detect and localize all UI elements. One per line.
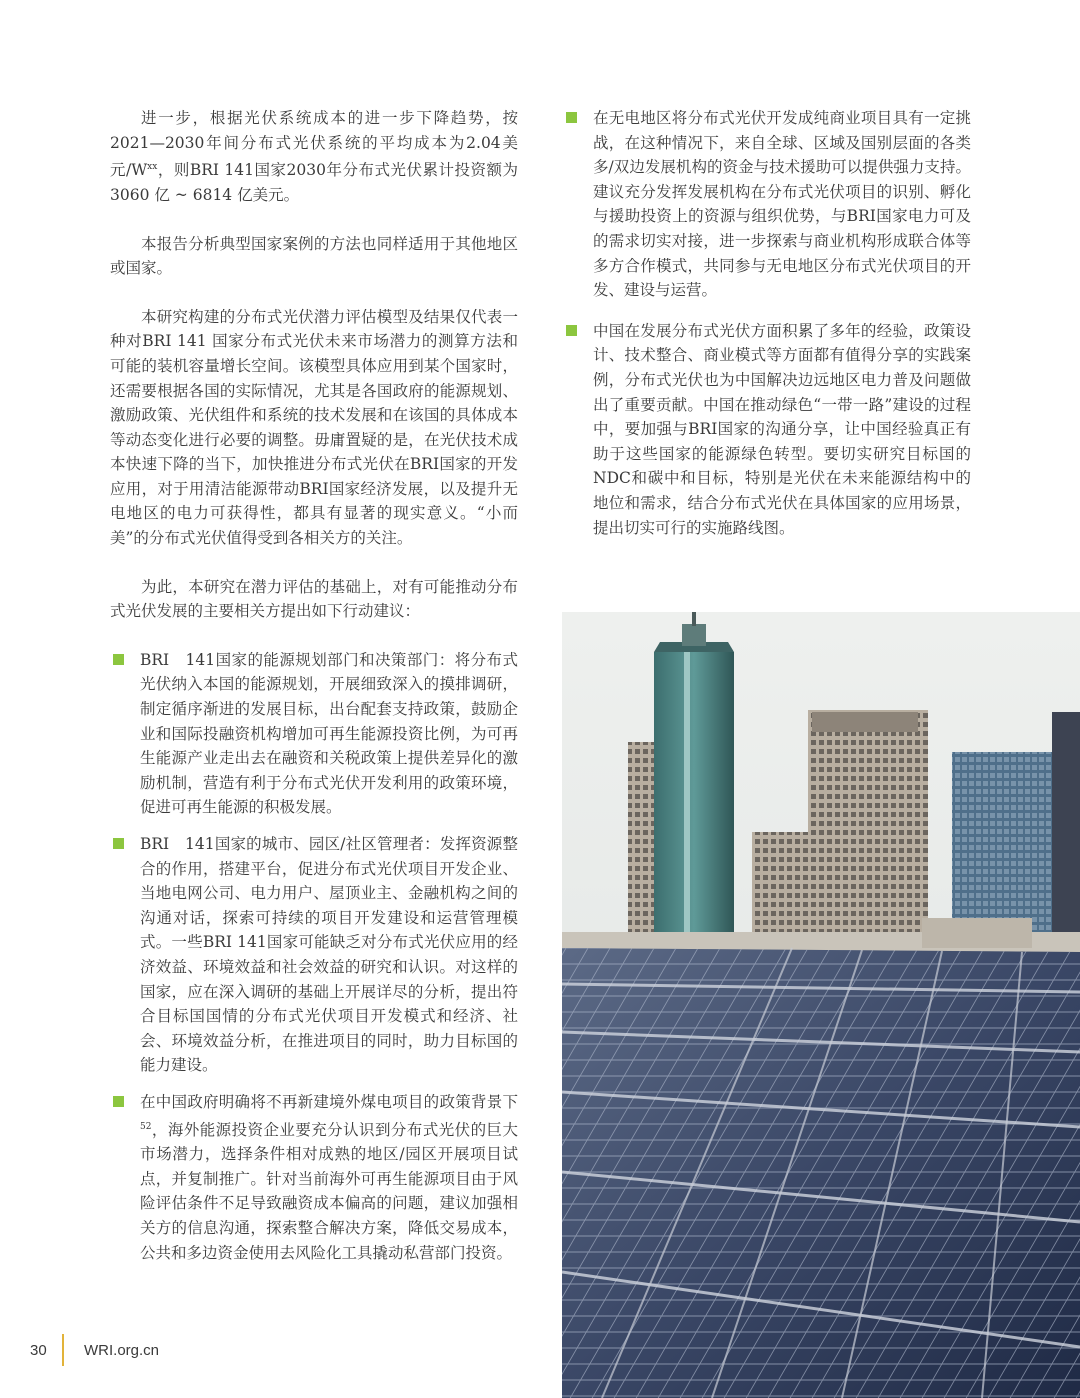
list-item: 在中国政府明确将不再新建境外煤电项目的政策背景下$^{52}$，海外能源投资企业要充分认识到分布式光伏的巨大市场潜力，选择条件相对成熟的地区/园区开展项目试点，并复制推广。针对当前海外可再生能源项目由于风险评估条件不足导致融资成本偏高的问题，建议加强相关方的信息沟通，探索整合解决方案，降低交易成本，公共和多边资金使用去风险化工具撬动私营部门投资。 <box>110 1090 518 1265</box>
website-link[interactable]: WRI.org.cn <box>84 1342 160 1359</box>
list-item: BRI 141国家的能源规划部门和决策部门：将分布式光伏纳入本国的能源规划，开展细致深入的摸排调研，制定循序渐进的发展目标，出台配套支持政策，鼓励企业和国际投融资机构增加可再生能源投资比例，为可再生能源产业走出去在融资和关税政策上提供差异化的激励机制，营造有利于分布式光伏开发利用的政策环境，促进可再生能源的积极发展。 <box>110 648 518 820</box>
paragraph-method: 本报告分析典型国家案例的方法也同样适用于其他地区或国家。 <box>110 234 518 278</box>
paragraph-recommendations-intro: 为此，本研究在潜力评估的基础上，对有可能推动分布式光伏发展的主要相关方提出如下行动建议： <box>110 577 518 621</box>
solar-panel-array <box>562 948 1080 1398</box>
paragraph-cost: 进一步，根据光伏系统成本的进一步下降趋势，按2021—2030年间分布式光伏系统的平均成本为2.04美元$/W^{xx}$，则BRI 141国家2030年分布式光伏累计投资额为3060 亿 ~ 6814 亿美元。 <box>110 109 518 204</box>
solar-panels-city-photo <box>562 612 1080 1398</box>
footnote-ref[interactable]: xx <box>147 162 158 173</box>
page-footer <box>0 1334 300 1366</box>
list-item: 中国在发展分布式光伏方面积累了多年的经验，政策设计、技术整合、商业模式等方面都有值得分享的实践案例，分布式光伏也为中国解决边远地区电力普及问题做出了重要贡献。中国在推动绿色“一带一路”建设的过程中，要加强与BRI国家的沟通分享，让中国经验真正有助于这些国家的能源绿色转型。要切实研究目标国的NDC和碳中和目标，特别是光伏在未来能源结构中的地位和需求，结合分布式光伏在具体国家的应用场景，提出切实可行的实施路线图。 <box>563 319 971 540</box>
footnote-ref[interactable]: 52 <box>140 1121 152 1132</box>
right-column <box>563 106 971 552</box>
square-bullet-icon <box>113 654 124 665</box>
left-column <box>110 106 518 1277</box>
square-bullet-icon <box>113 1096 124 1107</box>
recommendation-list <box>110 648 518 1265</box>
paragraph-model: 本研究构建的分布式光伏潜力评估模型及结果仅代表一种对BRI 141 国家分布式光伏未来市场潜力的测算方法和可能的装机容量增长空间。该模型具体应用到某个国家时，还需要根据各国的实际情况，尤其是各国政府的能源规划、激励政策、光伏组件和系统的技术发展和在该国的具体成本等动态变化进行必要的调整。毋庸置疑的是，在光伏技术成本快速下降的当下，加快推进分布式光伏在BRI国家的开发应用，对于用清洁能源带动BRI国家经济发展，以及提升无电地区的电力可获得性，都具有显著的现实意义。“小而美”的分布式光伏值得受到各相关方的关注。 <box>110 307 518 548</box>
footer-divider <box>62 1334 64 1366</box>
list-item: BRI 141国家的城市、园区/社区管理者：发挥资源整合的作用，搭建平台，促进分布式光伏项目开发企业、当地电网公司、电力用户、屋顶业主、金融机构之间的沟通对话，探索可持续的项目开发建设和运营管理模式。一些BRI 141国家可能缺乏对分布式光伏应用的经济效益、环境效益和社会效益的研究和认识。对这样的国家，应在深入调研的基础上开展详尽的分析，提出符合目标国国情的分布式光伏项目开发模式和经济、社会、环境效益分析，在推进项目的同时，助力目标国的能力建设。 <box>110 832 518 1078</box>
page-number: 30 <box>30 1342 47 1359</box>
list-item: 在无电地区将分布式光伏开发成纯商业项目具有一定挑战，在这种情况下，来自全球、区域及国别层面的各类多/双边发展机构的资金与技术援助可以提供强力支持。建议充分发挥发展机构在分布式光伏项目的识别、孵化与援助投资上的资源与组织优势，与BRI国家电力可及的需求切实对接，进一步探索与商业机构形成联合体等多方合作模式，共同参与无电地区分布式光伏项目的开发、建设与运营。 <box>563 106 971 303</box>
recommendation-list-continued <box>563 106 971 540</box>
square-bullet-icon <box>113 838 124 849</box>
square-bullet-icon <box>566 325 577 336</box>
square-bullet-icon <box>566 112 577 123</box>
